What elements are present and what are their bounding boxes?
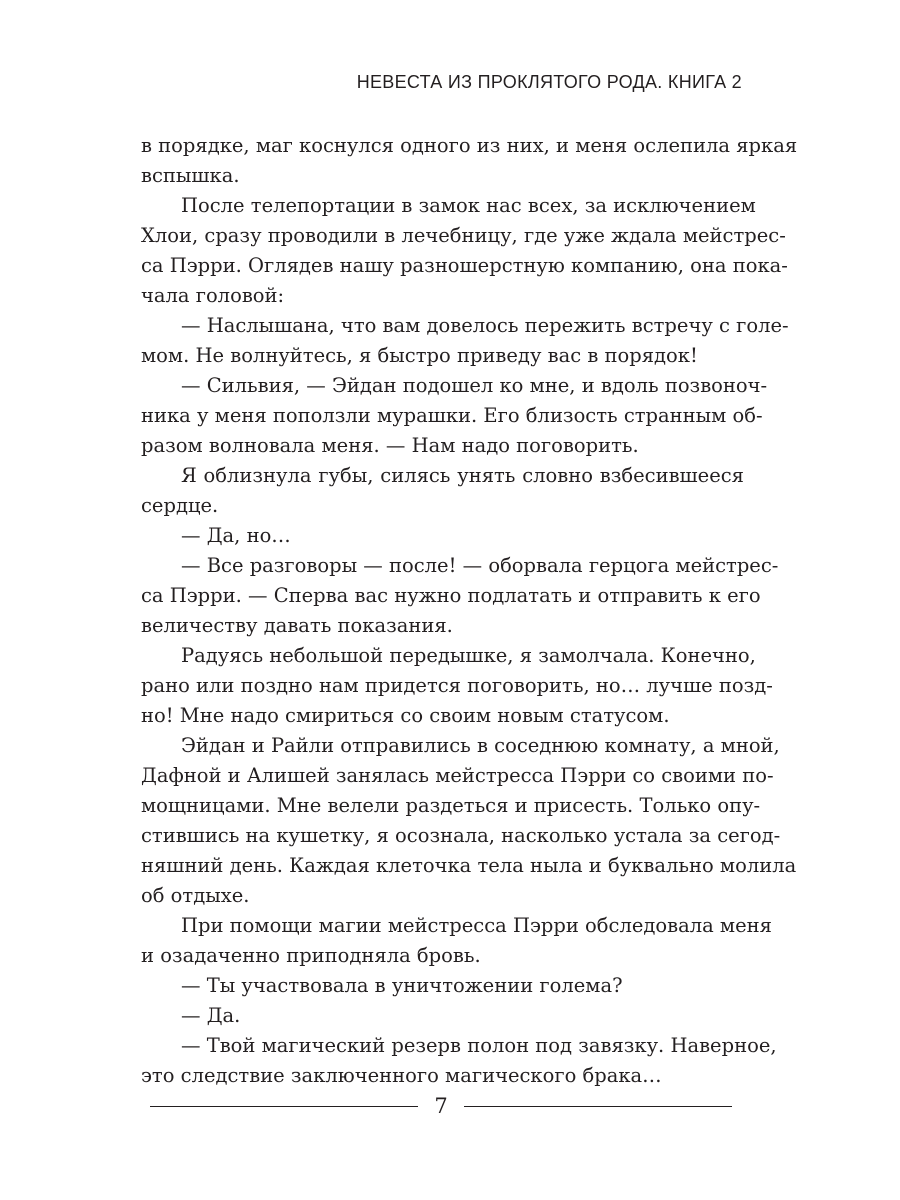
text-line: Эйдан и Райли отправились в соседнюю комнату, а мной, (181, 734, 780, 757)
text-line: величеству давать показания. (141, 614, 453, 637)
text-line: Радуясь небольшой передышке, я замолчала. Конечно, (181, 644, 756, 667)
text-line: сердце. (141, 494, 219, 517)
text-line: мощницами. Мне велели раздеться и присесть. Только опу- (141, 794, 761, 817)
text-line: стившись на кушетку, я осознала, насколько устала за сегод- (141, 824, 781, 847)
text-line: об отдыхе. (141, 884, 250, 907)
text-line: чала головой: (141, 284, 285, 307)
text-line: са Пэрри. — Сперва вас нужно подлатать и отправить к его (141, 584, 761, 607)
text-line: Я облизнула губы, силясь унять словно взбесившееся (181, 464, 744, 487)
text-line: вспышка. (141, 164, 240, 187)
text-line: — Ты участвовала в уничтожении голема? (181, 974, 623, 997)
text-line: в порядке, маг коснулся одного из них, и меня ослепила яркая (141, 134, 798, 157)
running-head-title: НЕВЕСТА ИЗ ПРОКЛЯТОГО РОДА. КНИГА 2 (356, 72, 742, 92)
text-line: няшний день. Каждая клеточка тела ныла и буквально молила (141, 854, 797, 877)
text-line: это следствие заключенного магического брака… (141, 1064, 662, 1087)
page-number: 7 (434, 1094, 448, 1118)
text-line: — Наслышана, что вам довелось пережить встречу с голе- (181, 314, 789, 337)
body-text (141, 131, 798, 1091)
text-line: — Да, но… (181, 524, 291, 547)
text-line: При помощи магии мейстресса Пэрри обследовала меня (181, 914, 772, 937)
text-line: ника у меня поползли мурашки. Его близость странным об- (141, 404, 763, 427)
text-line: рано или поздно нам придется поговорить, но… лучше позд- (141, 674, 773, 697)
text-line: са Пэрри. Оглядев нашу разношерстную компанию, она пока- (141, 254, 788, 277)
text-line: — Сильвия, — Эйдан подошел ко мне, и вдоль позвоноч- (181, 374, 768, 397)
text-line: Дафной и Алишей занялась мейстресса Пэрри со своими по- (141, 764, 774, 787)
text-line: — Да. (181, 1004, 241, 1027)
footer-rule-right (464, 1106, 732, 1107)
page-footer (150, 1093, 732, 1123)
text-line: разом волновала меня. — Нам надо поговорить. (141, 434, 639, 457)
text-line: но! Мне надо смириться со своим новым статусом. (141, 704, 670, 727)
text-line: — Все разговоры — после! — оборвала герцога мейстрес- (181, 554, 779, 577)
text-line: — Твой магический резерв полон под завязку. Наверное, (181, 1034, 777, 1057)
text-line: После телепортации в замок нас всех, за исключением (181, 194, 756, 217)
text-line: и озадаченно приподняла бровь. (141, 944, 481, 967)
text-line: мом. Не волнуйтесь, я быстро приведу вас в порядок! (141, 344, 698, 367)
text-line: Хлои, сразу проводили в лечебницу, где уже ждала мейстрес- (141, 224, 786, 247)
